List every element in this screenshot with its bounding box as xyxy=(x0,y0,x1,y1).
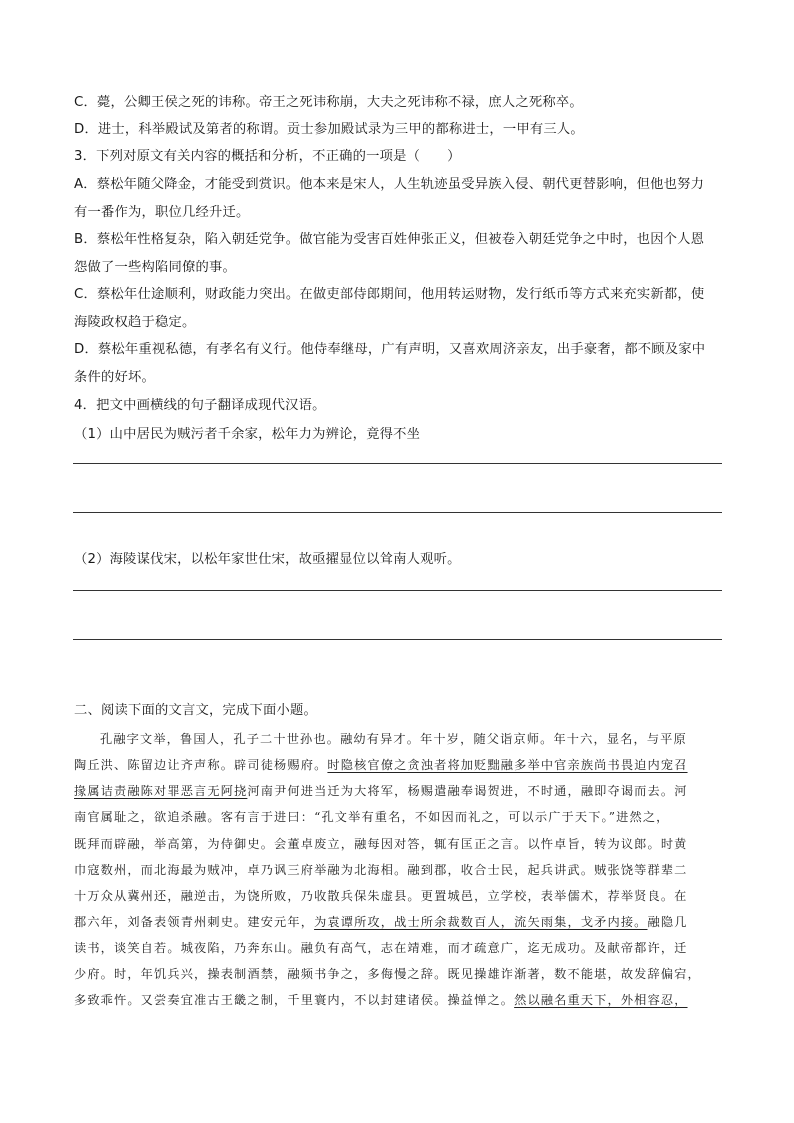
passage-line: 少府。时，年饥兵兴，操表制酒禁，融频书争之，多侮慢之辞。既见操雄诈渐著，数不能堪，故发辞偏宕， xyxy=(74,967,701,981)
passage-line: 孔融字文举，鲁国人，孔子二十世孙也。融幼有异才。年十岁，随父诣京师。年十六，显名，与平原 xyxy=(100,732,687,746)
passage-text: 多致乖忤。又尝奏宜准古王畿之制，千里寰内，不以封建诸侯。操益惮之。 xyxy=(74,993,515,1007)
question-4-item-1: （1）山中居民为贼污者千余家，松年力为辨论，竟得不坐 xyxy=(74,427,421,442)
passage-line: 十万众从冀州还，融逆击，为饶所败，乃收散兵保朱虚县。更置城邑，立学校，表举儒术，荐举贤良。在 xyxy=(74,889,688,903)
answer-line xyxy=(73,590,722,591)
option-2c: C．薨，公卿王侯之死的讳称。帝王之死讳称崩，大夫之死讳称不禄，庶人之死称卒。 xyxy=(74,95,583,110)
answer-line xyxy=(73,463,722,464)
question-4-item-2: （2）海陵谋伐宋，以松年家世仕宋，故亟擢显位以耸南人观听。 xyxy=(74,552,461,567)
passage-text: 融隐几 xyxy=(647,915,688,929)
passage-text: 陶丘洪、陈留边让齐声称。辟司徒杨赐府。 xyxy=(74,758,328,772)
passage-text: 郡六年，刘备表领青州刺史。建安元年， xyxy=(74,915,315,929)
passage-line: 既拜而辟融，举高第，为侍御史。会董卓废立，融每因对答，辄有匡正之言。以忤卓旨，转为议郎。时黄 xyxy=(74,837,688,851)
question-4-stem: 4．把文中画横线的句子翻译成现代汉语。 xyxy=(74,398,326,413)
question-3-stem: 3．下列对原文有关内容的概括和分析，不正确的一项是（ ） xyxy=(74,149,461,164)
option-3a-line1: A．蔡松年随父降金，才能受到赏识。他本来是宋人，人生轨迹虽受异族入侵、朝代更替影响，但他也努力 xyxy=(74,177,705,192)
passage-line: 南官属耻之，欲追杀融。客有言于进曰：“孔文举有重名，不如因而礼之，可以示广于天下。”进然之， xyxy=(74,810,670,824)
underlined-sentence: 掾属诘责融陈对罪恶言无阿挠 xyxy=(74,784,248,798)
passage-line xyxy=(74,990,724,1010)
passage-line xyxy=(74,912,724,932)
option-3a-line2: 有一番作为，职位几经升迁。 xyxy=(74,205,250,220)
passage-line xyxy=(74,755,724,775)
option-3b-line1: B．蔡松年性格复杂，陷入朝廷党争。做官能为受害百姓伸张正义，但被卷入朝廷党争之中时，也因个人恩 xyxy=(74,232,705,247)
passage-text: 河南尹何进当迁为大将军，杨赐遣融奉谒贺进，不时通，融即夺谒而去。河 xyxy=(247,784,688,798)
passage-line: 巾寇数州，而北海最为贼冲，卓乃讽三府举融为北海相。融到郡，收合士民，起兵讲武。贼张饶等群辈二 xyxy=(74,863,688,877)
answer-line xyxy=(73,639,722,640)
option-3b-line2: 怨做了一些构陷同僚的事。 xyxy=(74,260,236,275)
answer-line xyxy=(73,512,722,513)
underlined-sentence: 时隐核官僚之贪浊者将加贬黜融多举中官亲族尚书畏迫内宠召 xyxy=(327,758,688,772)
passage-line: 读书，谈笑自若。城夜陷，乃奔东山。融负有高气，志在靖难，而才疏意广，迄无成功。及献帝都许，迁 xyxy=(74,941,688,955)
underlined-sentence: 然以融名重天下，外相容忍， xyxy=(514,993,688,1007)
section-2-heading: 二、阅读下面的文言文，完成下面小题。 xyxy=(74,703,317,718)
option-3d-line2: 条件的好坏。 xyxy=(74,370,155,385)
option-3c-line1: C．蔡松年仕途顺利，财政能力突出。在做吏部侍郎期间，他用转运财物，发行纸币等方式来充实新都，使 xyxy=(74,287,705,302)
underlined-sentence: 为袁谭所攻，战士所余裁数百人，流矢雨集，戈矛内接。 xyxy=(314,915,648,929)
passage-line xyxy=(74,781,724,801)
option-2d: D．进士，科举殿试及第者的称谓。贡士参加殿试录为三甲的都称进士，一甲有三人。 xyxy=(74,122,584,137)
option-3c-line2: 海陵政权趋于稳定。 xyxy=(74,315,196,330)
option-3d-line1: D．蔡松年重视私德，有孝名有义行。他侍奉继母，广有声明，又喜欢周济亲友，出手豪奢，都不顾及家中 xyxy=(74,342,706,357)
